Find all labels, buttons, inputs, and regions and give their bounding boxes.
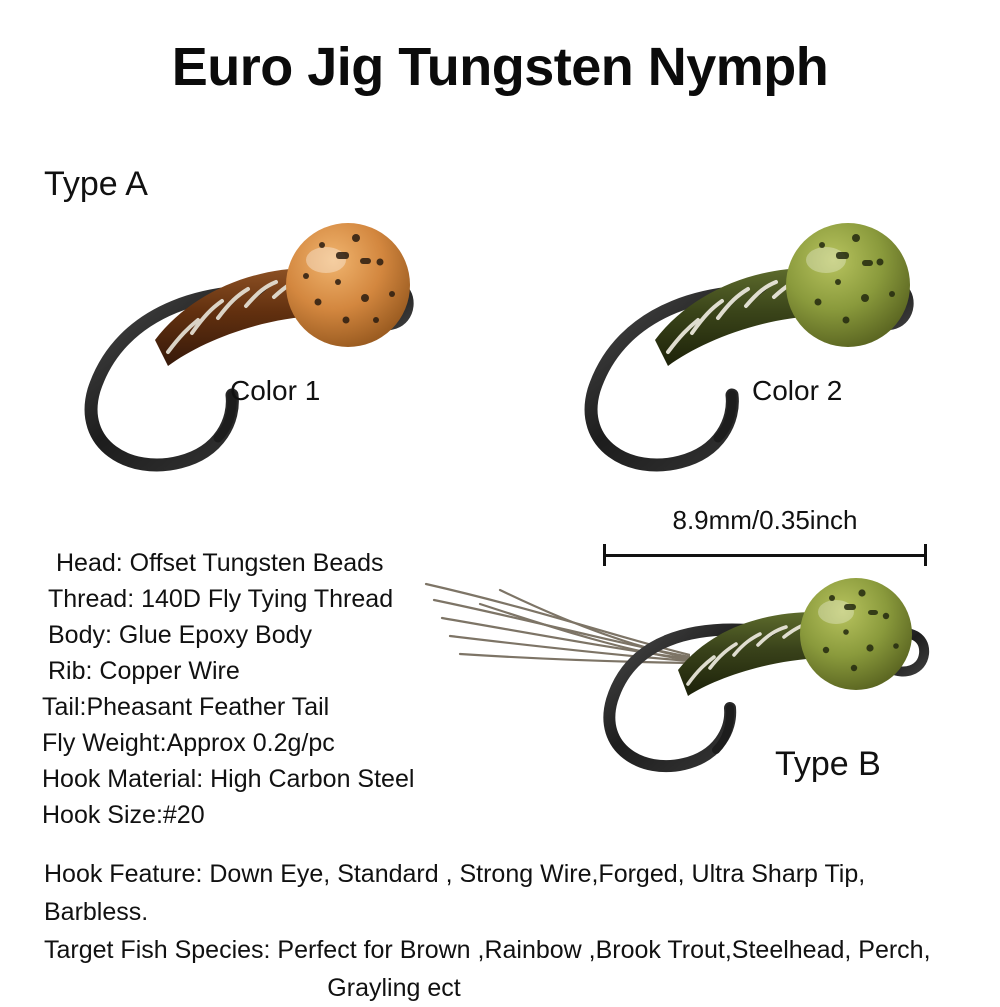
spec-item-body: Body: Glue Epoxy Body — [48, 621, 313, 649]
size-measurement-label: 8.9mm/0.35inch — [672, 505, 858, 535]
spec-item-rib: Rib: Copper Wire — [48, 657, 240, 685]
spec-item-tail: Tail:Pheasant Feather Tail — [42, 693, 330, 721]
spec-item-fly-weight: Fly Weight:Approx 0.2g/pc — [42, 729, 335, 757]
fly-image-color-2 — [560, 190, 950, 490]
type-a-label: Type A — [44, 165, 148, 203]
spec-item-hook-material: Hook Material: High Carbon Steel — [42, 765, 415, 793]
type-b-label: Type B — [775, 745, 881, 783]
spec-item-hook-size: Hook Size:#20 — [42, 801, 205, 829]
spec-list — [42, 545, 562, 833]
fly-image-type-b — [560, 560, 960, 790]
size-measurement — [600, 505, 930, 566]
measurement-line — [604, 554, 926, 557]
bottom-notes — [44, 855, 964, 1007]
spec-item-head: Head: Offset Tungsten Beads — [56, 549, 384, 577]
note-target-fish: Target Fish Species: Perfect for Brown ,Rainbow ,Brook Trout,Steelhead, Perch, — [44, 936, 931, 964]
page-title: Euro Jig Tungsten Nymph — [171, 37, 829, 97]
color-1-label: Color 1 — [230, 375, 321, 406]
color-2-label: Color 2 — [752, 375, 843, 406]
note-hook-feature: Hook Feature: Down Eye, Standard , Strong Wire,Forged, Ultra Sharp Tip, Barbless. — [44, 860, 866, 926]
note-target-fish-2: Grayling ect — [327, 974, 461, 1002]
spec-item-thread: Thread: 140D Fly Tying Thread — [48, 585, 394, 613]
fly-image-color-1 — [60, 190, 450, 490]
